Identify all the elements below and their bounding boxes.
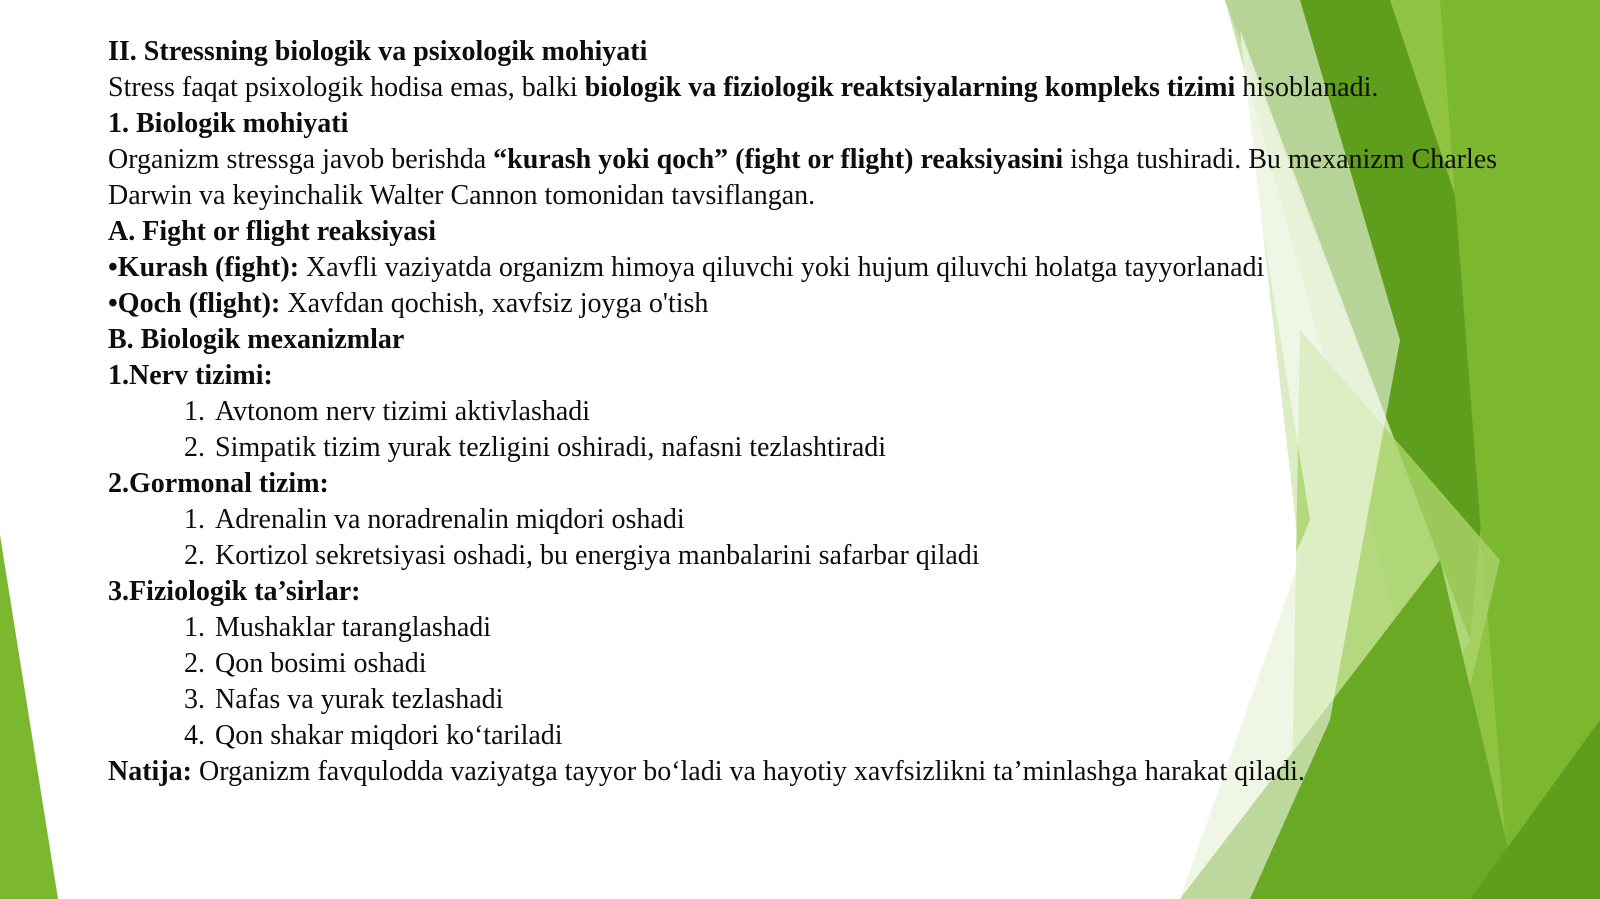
list-item-text: Adrenalin va noradrenalin miqdori oshadi (215, 504, 685, 535)
list-item-number: 1. (184, 612, 205, 643)
left-green-shape (0, 535, 58, 899)
slide-text-body (108, 34, 1548, 790)
intro-text-bold: biologik va fiziologik reaktsiyalarning kompleks tizimi (584, 72, 1236, 103)
list-item-number: 2. (184, 540, 205, 571)
intro-paragraph (108, 70, 1548, 106)
list-item-text: Nafas va yurak tezlashadi (215, 684, 504, 715)
sectionA-heading: A. Fight or flight reaksiyasi (108, 216, 436, 247)
group-fiziologik-heading: 3.Fiziologik ta’sirlar: (108, 576, 361, 607)
conclusion-line (108, 754, 1548, 790)
section1-text-after: ishga tushiradi. Bu mexanizm Charles Darwin va keyinchalik Walter Cannon tomonidan tavsiflangan. (108, 144, 1498, 211)
section1-text-before: Organizm stressga javob berishda (108, 144, 494, 175)
list-item-text: Qon shakar miqdori ko‘tariladi (215, 720, 563, 751)
list-item-number: 2. (184, 432, 205, 463)
list-item-number: 1. (184, 504, 205, 535)
conclusion-label: Natija: (108, 756, 192, 787)
list-item-text: Qon bosimi oshadi (215, 648, 427, 679)
list-item (108, 718, 1548, 754)
slide-title: II. Stressning biologik va psixologik mohiyati (108, 36, 648, 67)
bullet-flight-label: •Qoch (flight): (108, 288, 281, 319)
list-item (108, 430, 1548, 466)
list-item-number: 2. (184, 648, 205, 679)
bullet-fight-text: Xavfli vaziyatda organizm himoya qiluvchi yoki hujum qiluvchi holatga tayyorlanadi (299, 252, 1265, 283)
intro-text-after: hisoblanadi. (1235, 72, 1379, 103)
list-item-text: Simpatik tizim yurak tezligini oshiradi, nafasni tezlashtiradi (215, 432, 887, 463)
section1-text-bold: “kurash yoki qoch” (fight or flight) reaksiyasini (493, 144, 1064, 175)
group-gormonal-heading: 2.Gormonal tizim: (108, 468, 329, 499)
group-nerv-heading: 1.Nerv tizimi: (108, 360, 273, 391)
sectionB-heading: B. Biologik mexanizmlar (108, 324, 405, 355)
bullet-fight-label: •Kurash (fight): (108, 252, 300, 283)
list-item (108, 538, 1548, 574)
conclusion-text: Organizm favqulodda vaziyatga tayyor bo‘ladi va hayotiy xavfsizlikni ta’minlashga harakat qiladi. (191, 756, 1305, 787)
list-item (108, 610, 1548, 646)
list-item-number: 3. (184, 684, 205, 715)
list-item (108, 394, 1548, 430)
list-item-number: 1. (184, 396, 205, 427)
list-item-number: 4. (184, 720, 205, 751)
bullet-flight-text: Xavfdan qochish, xavfsiz joyga o'tish (280, 288, 709, 319)
intro-text-before: Stress faqat psixologik hodisa emas, balki (108, 72, 585, 103)
list-item (108, 502, 1548, 538)
list-item-text: Mushaklar taranglashadi (215, 612, 492, 643)
list-item (108, 682, 1548, 718)
list-item-text: Avtonom nerv tizimi aktivlashadi (215, 396, 591, 427)
bullet-fight (108, 250, 1548, 286)
list-item-text: Kortizol sekretsiyasi oshadi, bu energiya manbalarini safarbar qiladi (215, 540, 980, 571)
section1-heading: 1. Biologik mohiyati (108, 108, 349, 139)
list-item (108, 646, 1548, 682)
bullet-flight (108, 286, 1548, 322)
section1-paragraph (108, 142, 1508, 214)
